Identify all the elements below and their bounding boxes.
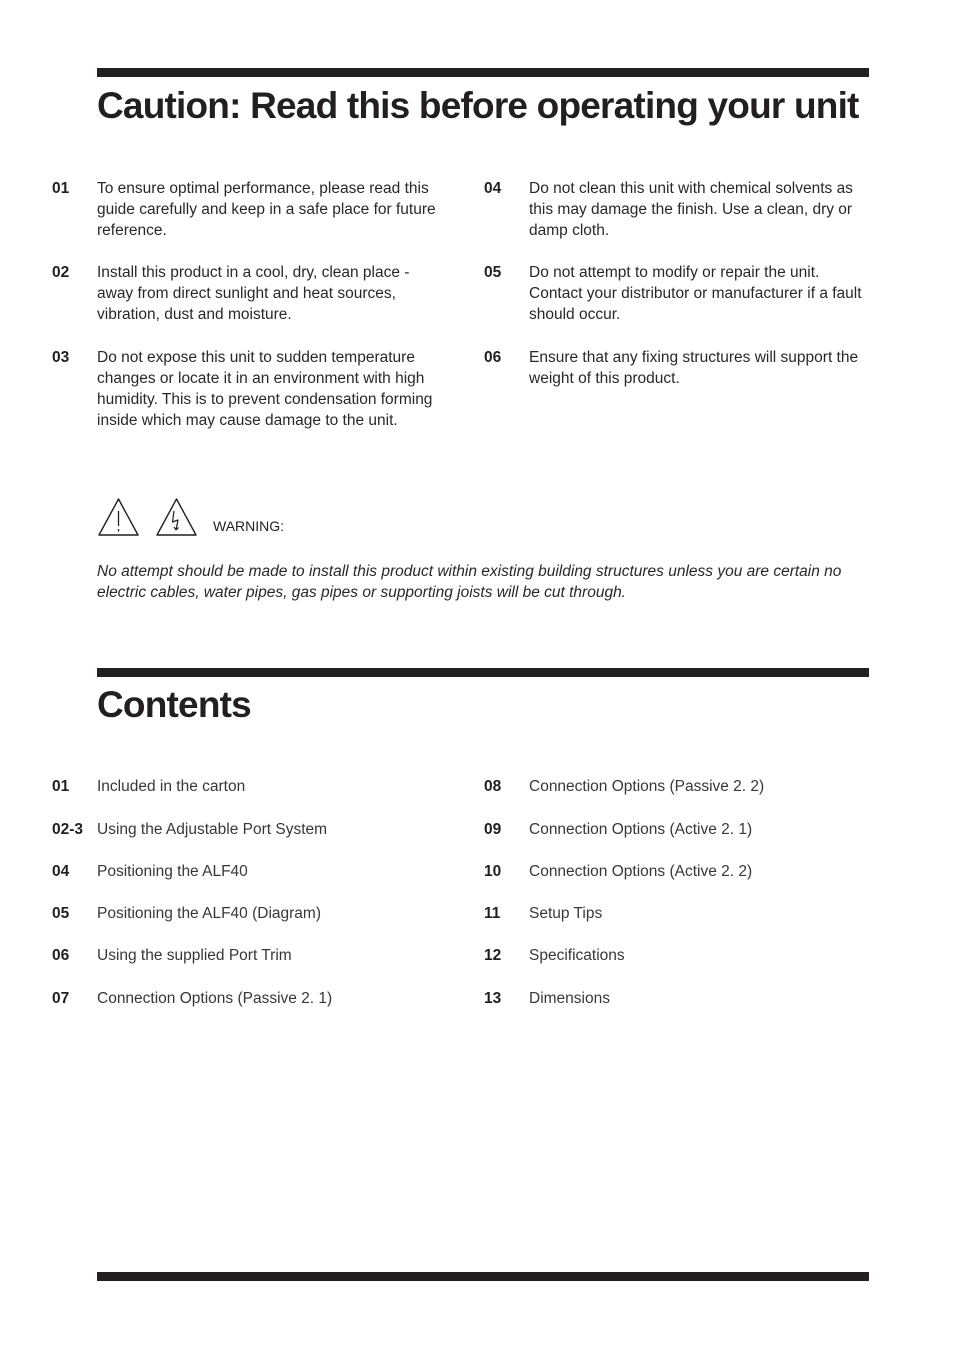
caution-triangle-icon (97, 497, 140, 537)
toc-number: 06 (52, 947, 70, 964)
toc-number: 04 (52, 863, 70, 880)
toc-item-10 (484, 862, 753, 882)
toc-number: 11 (484, 905, 501, 922)
toc-number: 07 (52, 990, 70, 1007)
caution-item-03 (52, 347, 442, 431)
toc-title: Specifications (529, 947, 625, 964)
top-divider (97, 68, 869, 77)
toc-number: 12 (484, 947, 502, 964)
toc-number: 02-3 (52, 821, 84, 838)
caution-item-05 (484, 262, 874, 325)
toc-title: Positioning the ALF40 (97, 863, 248, 880)
item-number: 01 (52, 180, 70, 197)
toc-item-09 (484, 820, 753, 840)
item-text: To ensure optimal performance, please read this guide carefully and keep in a safe place for future reference. (97, 180, 436, 239)
item-number: 06 (484, 349, 502, 366)
item-text: Do not clean this unit with chemical solvents as this may damage the finish. Use a clean, dry or damp cloth. (529, 180, 853, 239)
toc-title: Positioning the ALF40 (Diagram) (97, 905, 322, 922)
toc-item-12 (484, 946, 625, 966)
item-text: Do not expose this unit to sudden temperature changes or locate it in an environment with high humidity. This is to prevent condensation forming inside which may cause damage to the unit. (97, 349, 433, 429)
item-number: 02 (52, 264, 70, 281)
toc-item-04 (52, 862, 248, 882)
item-text: Install this product in a cool, dry, clean place - away from direct sunlight and heat sources, vibration, dust and moisture. (97, 264, 410, 323)
toc-title: Connection Options (Passive 2. 2) (529, 778, 765, 795)
toc-item-11 (484, 904, 603, 924)
toc-item-07 (52, 989, 333, 1009)
toc-title: Using the Adjustable Port System (97, 821, 328, 838)
item-text: Do not attempt to modify or repair the unit. Contact your distributor or manufacturer if a fault should occur. (529, 264, 862, 323)
warning-label: WARNING: (213, 518, 285, 534)
toc-title: Dimensions (529, 990, 610, 1007)
toc-item-08 (484, 777, 765, 797)
toc-title: Connection Options (Passive 2. 1) (97, 990, 333, 1007)
toc-number: 01 (52, 778, 70, 795)
toc-title: Connection Options (Active 2. 2) (529, 863, 753, 880)
caution-item-01 (52, 178, 442, 241)
contents-divider (97, 668, 869, 677)
toc-title: Connection Options (Active 2. 1) (529, 821, 753, 838)
toc-item-13 (484, 989, 610, 1009)
toc-number: 08 (484, 778, 502, 795)
item-number: 05 (484, 264, 502, 281)
caution-heading: Caution: Read this before operating your unit (97, 85, 859, 126)
toc-title: Using the supplied Port Trim (97, 947, 292, 964)
toc-number: 13 (484, 990, 502, 1007)
toc-number: 05 (52, 905, 70, 922)
toc-number: 09 (484, 821, 502, 838)
warning-text: No attempt should be made to install this product within existing building structures unless you are certain no electric cables, water pipes, gas pipes or supporting joists will be cut through. (97, 563, 842, 601)
caution-item-06 (484, 347, 874, 389)
item-number: 03 (52, 349, 70, 366)
item-number: 04 (484, 180, 502, 197)
toc-number: 10 (484, 863, 502, 880)
bottom-divider (97, 1272, 869, 1281)
contents-heading: Contents (97, 684, 251, 725)
caution-item-04 (484, 178, 874, 241)
toc-title: Included in the carton (97, 778, 246, 795)
toc-item-02-3 (52, 820, 328, 840)
electric-hazard-icon (155, 497, 198, 537)
item-text: Ensure that any fixing structures will support the weight of this product. (529, 349, 859, 387)
toc-item-01 (52, 777, 246, 797)
toc-item-05 (52, 904, 322, 924)
caution-item-02 (52, 262, 442, 325)
toc-item-06 (52, 946, 292, 966)
toc-title: Setup Tips (529, 905, 603, 922)
